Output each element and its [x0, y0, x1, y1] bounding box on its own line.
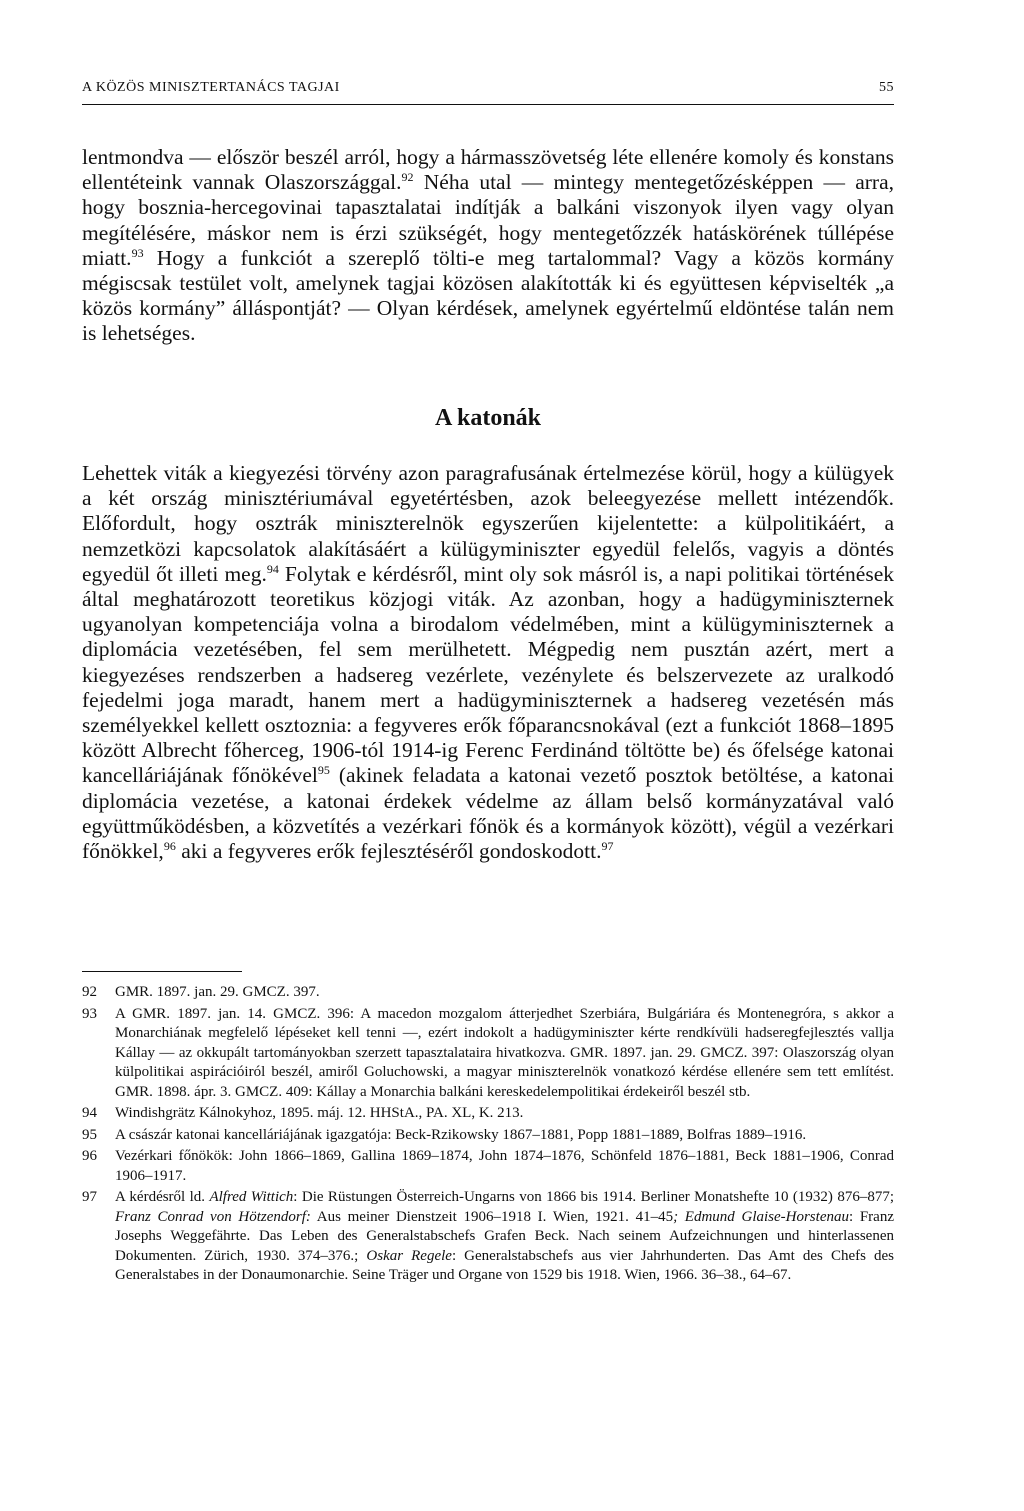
- footnote-list: [82, 983, 894, 1288]
- footnote-ref-96[interactable]: 96: [163, 838, 176, 853]
- footnote-rule: [82, 971, 242, 972]
- paragraph-text: Folytak e kérdésről, mint oly sok másról is, a napi politikai történések által meghatározott teoretikus közjogi viták. Az azonban, hogy a hadügyminiszternek ugyanolyan kompetenciája volna a birodalom védelmében, mint a külügyminiszternek a diplomácia vezetésében, fel sem merülhetett. Mégpedig nem pusztán azért, mert a kiegyezéses rendszerben a hadsereg vezérlete, vezénylete és belszervezete az uralkodó fejedelmi joga maradt, hanem mert a hadügyminiszternek a hadsereg vezetésén más személyekkel kellett osztoznia: a fegyveres erők főparancsnokával (ezt a funkciót 1868–1895 között Albrecht főherceg, 1906-tól 1914-ig Ferenc Ferdinánd töltötte be) és őfelsége katonai kancelláriájának főnökével: [82, 561, 895, 788]
- footnote-text: A GMR. 1897. jan. 14. GMCZ. 396: A macedon mozgalom átterjedhet Szerbiára, Bulgáriára és Montenegróra, s akkor a Monarchiának megfelelő lépéseket kell tenni —, ezért indokolt a hadügyminiszter kérte rendkívüli hadseregfejlesztés vallja Kállay — az okkupált tartományokban szerzett tapasztalataira hivatkozva. GMR. 1897. jan. 29. GMCZ. 397: Olaszország olyan külpolitikai aspirációiról beszél, amiről Goluchowski, a magyar miniszterelnök vonatkozó kérdése ellenére sem tett említést. GMR. 1898. ápr. 3. GMCZ. 409: Kállay a Monarchia balkáni kereskedelempolitikai érdekeiről beszél stb.: [115, 1005, 894, 1100]
- footnote-text: GMR. 1897. jan. 29. GMCZ. 397.: [115, 984, 320, 1000]
- paragraph-text: Hogy a funkciót a szereplő tölti-e meg tartalommal? Vagy a közös kormány mégiscsak testület volt, amelynek tagjai közösen alakították ki és együttesen képviselték „a közös kormány” álláspontját? — Olyan kérdések, amelynek egyértelmű eldöntése talán nem is lehetséges.: [82, 245, 894, 346]
- header-rule: [82, 104, 894, 105]
- footnote-text: A császár katonai kancelláriájának igazgatója: Beck-Rzikowsky 1867–1881, Popp 1881–1889, Bolfras 1889–1916.: [115, 1126, 807, 1143]
- footnote-97: [82, 1188, 894, 1286]
- footnote-number: 95: [82, 1126, 97, 1143]
- paragraph-text: Néha utal — mintegy mentegetőzésképpen — arra, hogy bosznia-hercegovinai tapasztalatai indítják a balkáni viszonyok ilyen vagy olyan megítélésére, máskor nem is érzi szükségét, hogy mentegetőzzék hatáskörének túllépése miatt.: [82, 170, 894, 270]
- footnote-92: [82, 983, 894, 1003]
- footnote-number: 94: [82, 1105, 97, 1121]
- page-number: 55: [879, 80, 894, 95]
- footnote-number: 93: [82, 1005, 97, 1022]
- running-header: [82, 80, 894, 96]
- paragraph-katonak: [82, 461, 894, 864]
- section-title: A katonák: [434, 405, 542, 431]
- footnote-number: 96: [82, 1148, 97, 1164]
- footnote-text: Vezérkari főnökök: John 1866–1869, Gallina 1869–1874, John 1874–1876, Schönfeld 1876–1881, Beck 1881–1906, Conrad 1906–1917.: [115, 1148, 894, 1184]
- footnote-ref-97[interactable]: 97: [601, 838, 614, 853]
- footnote-text-part: : Die Rüstungen Österreich-Ungarns von 1866 bis 1914. Berliner Monatshefte 10 (1932) 876–877;: [293, 1189, 894, 1205]
- author-name: Edmund Glaise-Horstenau: [684, 1208, 849, 1225]
- footnote-text: [115, 1188, 894, 1286]
- paragraph-text: Lehettek viták a kiegyezési törvény azon paragrafusának értelmezése körül, hogy a külügyek a két ország minisztériumával egyetértésben, azok beleegyezése mellett intézendők. Előfordult, hogy osztrák miniszterelnök egyszerűen kijelentette: a külpolitikáért, a nemzetközi kapcsolatok alakításáért a külügyminiszter egyedül felelős, vagyis a döntés egyedül őt illeti meg.: [82, 461, 894, 586]
- footnote-ref-92[interactable]: 92: [401, 170, 414, 185]
- footnote-ref-95[interactable]: 95: [317, 763, 330, 778]
- footnote-ref-93[interactable]: 93: [131, 245, 144, 260]
- footnote-text-part: Aus meiner Dienstzeit 1906–1918 I. Wien, 1921. 41–45: [310, 1208, 674, 1225]
- footnote-93: [82, 1005, 894, 1103]
- footnote-96: [82, 1147, 894, 1186]
- footnote-number: 92: [82, 984, 97, 1000]
- footnote-text-part: ;: [673, 1208, 679, 1225]
- footnote-text-part: [678, 1209, 685, 1225]
- footnote-number: 97: [82, 1189, 97, 1205]
- footnote-text-part: : Franz Josephs Weggefährte. Das Leben des Generalstabschefs Grafen Beck. Nach seinem Aufzeichnungen und hinterlassenen Dokumenten. Zürich, 1930. 374–376.;: [115, 1208, 894, 1264]
- author-name: Alfred Wittich: [209, 1189, 294, 1205]
- author-name: Franz Conrad von Hötzendorf:: [115, 1208, 311, 1225]
- footnote-94: [82, 1104, 894, 1124]
- running-title: A KÖZÖS MINISZTERTANÁCS TAGJAI: [82, 80, 340, 95]
- footnote-text: Windishgrätz Kálnokyhoz, 1895. máj. 12. HHStA., PA. XL, K. 213.: [115, 1105, 524, 1121]
- footnote-text-part: A kérdésről ld.: [115, 1189, 210, 1205]
- paragraph-text: (akinek feladata a katonai vezető posztok betöltése, a katonai diplomácia vezetése, a katonai érdekek védelme az állam belső kormányzatával való együttműködésben, a közvetítés a vezérkari főnök és a kormányok között), végül a vezérkari főnökkel,: [82, 763, 895, 864]
- paragraph-continuation: [82, 145, 894, 347]
- footnote-95: [82, 1126, 894, 1146]
- footnote-text-part: : Generalstabschefs aus vier Jahrhunderten. Das Amt des Chefs des Generalstabes in der Donaumonarchie. Seine Träger und Organe von 1529 bis 1918. Wien, 1966. 36–38., 64–67.: [115, 1247, 895, 1283]
- paragraph-text: aki a fegyveres erők fejlesztéséről gondoskodott.: [175, 839, 602, 864]
- paragraph-text: lentmondva — először beszél arról, hogy a hármasszövetség léte ellenére komoly és konstans ellentéteink vannak Olaszországgal.: [82, 145, 894, 195]
- footnote-ref-94[interactable]: 94: [266, 561, 279, 576]
- author-name: Oskar Regele: [366, 1247, 452, 1264]
